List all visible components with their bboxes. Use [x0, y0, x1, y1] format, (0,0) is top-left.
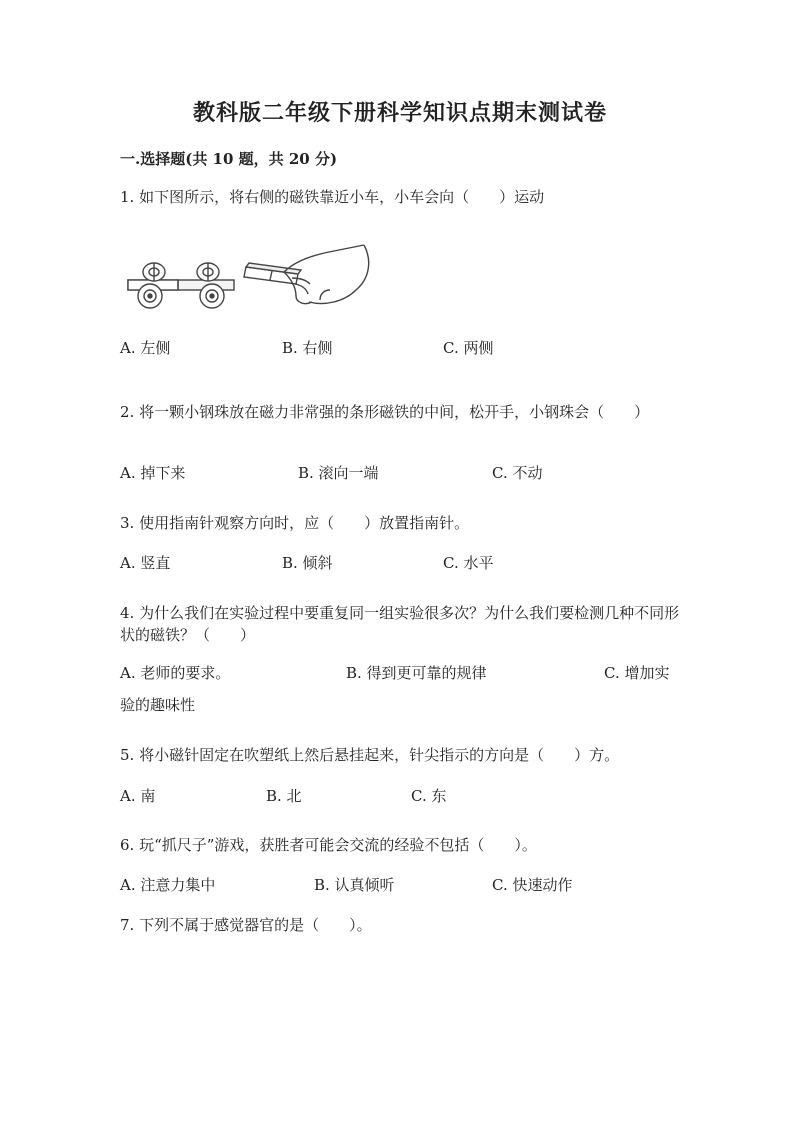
section-heading: 一.选择题(共 10 题，共 20 分): [120, 150, 338, 168]
question-3-option-c[interactable]: C. 水平: [443, 554, 494, 572]
question-4-text: 4. 为什么我们在实验过程中要重复同一组实验很多次？为什么我们要检测几种不同形状的磁铁？（ ）: [120, 604, 680, 644]
question-7-text: 7. 下列不属于感觉器官的是（ ）。: [120, 916, 372, 934]
question-3-option-b[interactable]: B. 倾斜: [282, 554, 333, 572]
question-6-text: 6. 玩“抓尺子”游戏，获胜者可能会交流的经验不包括（ ）。: [120, 836, 537, 854]
question-3-option-a[interactable]: A. 竖直: [120, 554, 171, 572]
question-2-option-c[interactable]: C. 不动: [492, 464, 543, 482]
question-5-option-a[interactable]: A. 南: [120, 787, 156, 805]
question-4-option-c[interactable]: C. 增加实: [604, 664, 670, 682]
question-4-option-b[interactable]: B. 得到更可靠的规律: [346, 664, 487, 682]
question-3-text: 3. 使用指南针观察方向时，应（ ）放置指南针。: [120, 514, 470, 532]
question-4-option-c-continued: 验的趣味性: [120, 696, 196, 714]
question-6-option-c[interactable]: C. 快速动作: [492, 876, 573, 894]
page-title: 教科版二年级下册科学知识点期末测试卷: [192, 100, 607, 126]
question-2-text: 2. 将一颗小钢珠放在磁力非常强的条形磁铁的中间，松开手，小钢珠会（ ）: [120, 403, 650, 421]
question-5-text: 5. 将小磁针固定在吹塑纸上然后悬挂起来，针尖指示的方向是（ ）方。: [120, 746, 620, 764]
question-2-option-b[interactable]: B. 滚向一端: [298, 464, 379, 482]
question-6-option-a[interactable]: A. 注意力集中: [120, 876, 216, 894]
question-2-option-a[interactable]: A. 掉下来: [120, 464, 186, 482]
question-1-option-a[interactable]: A. 左侧: [120, 339, 171, 357]
question-6-option-b[interactable]: B. 认真倾听: [314, 876, 395, 894]
question-1-text: 1. 如下图所示，将右侧的磁铁靠近小车，小车会向（ ）运动: [120, 188, 545, 206]
question-1-option-b[interactable]: B. 右侧: [282, 339, 333, 357]
question-5-option-c[interactable]: C. 东: [411, 787, 447, 805]
question-4-option-a[interactable]: A. 老师的要求。: [120, 664, 231, 682]
question-1-option-c[interactable]: C. 两侧: [443, 339, 494, 357]
car-and-magnet-illustration: [124, 240, 374, 319]
question-5-option-b[interactable]: B. 北: [266, 787, 302, 805]
